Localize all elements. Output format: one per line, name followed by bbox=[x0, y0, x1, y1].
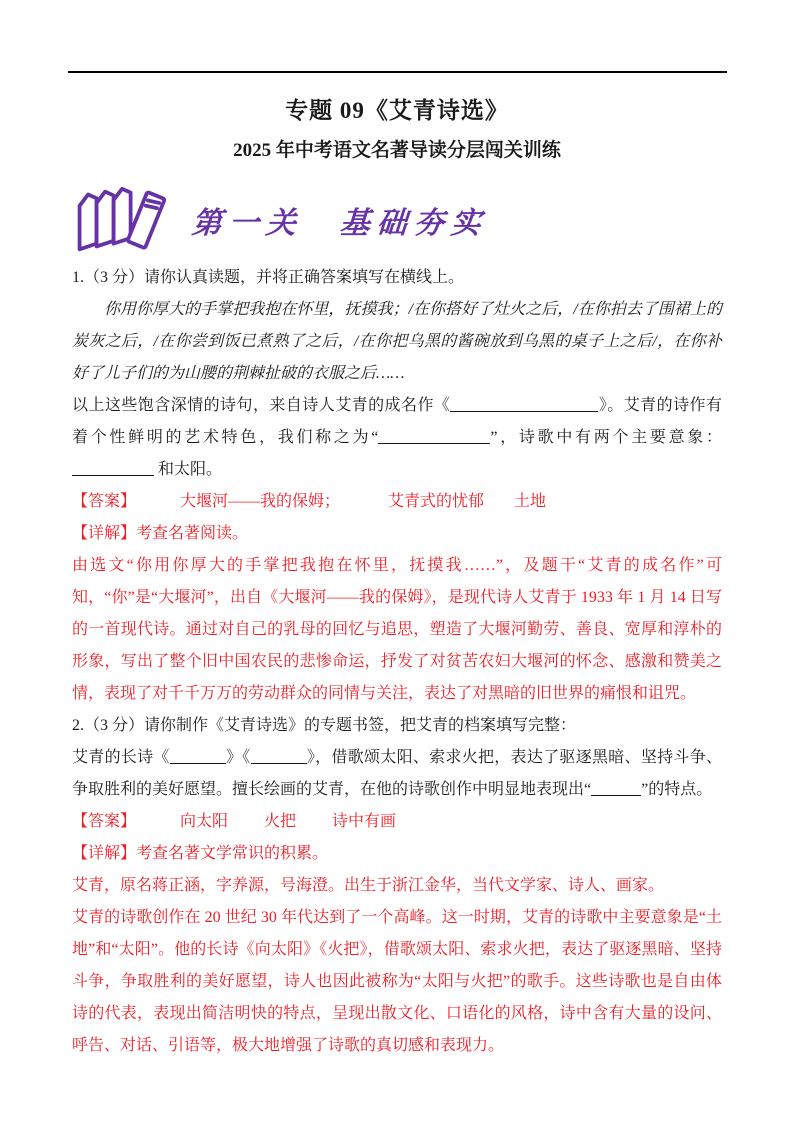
fill-in-blank-underline bbox=[72, 460, 154, 476]
fill-in-blank-underline bbox=[378, 428, 490, 444]
books-icon bbox=[72, 185, 176, 255]
answer-spacer bbox=[228, 825, 264, 826]
header-rule bbox=[68, 71, 727, 73]
answer-spacer bbox=[484, 505, 514, 506]
answer-spacer bbox=[136, 505, 180, 506]
answer-spacer bbox=[136, 825, 180, 826]
fill-in-blank-underline bbox=[591, 780, 641, 796]
page-subtitle: 2025 年中考语文名著导读分层闯关训练 bbox=[233, 140, 561, 161]
question-2-answer-line: 【答案】 向太阳 火把 诗中有画 bbox=[72, 813, 397, 830]
question-1-answer-line: 【答案】 大堰河——我的保姆； 艾青式的忧郁 土地 bbox=[72, 493, 547, 510]
question-2-author-bio: 艾青，原名蒋正涵，字养源，号海澄。出生于浙江金华，当代文学家、诗人、画家。 bbox=[72, 877, 665, 894]
fill-in-blank-underline bbox=[450, 396, 598, 412]
page-title: 专题 09《艾青诗选》 bbox=[285, 98, 509, 123]
section-title: 第一关 基础夯实 bbox=[190, 207, 489, 240]
document-body bbox=[72, 262, 722, 1062]
answer-spacer bbox=[340, 505, 388, 506]
question-2-analysis-heading: 【详解】考查名著文学常识的积累。 bbox=[72, 845, 329, 862]
question-2-fill-text: 艾青的长诗《 》《 》，借歌颂太阳、索求火把，表达了驱逐黑暗、坚持斗争、争取胜利的美好愿望。擅长绘画的艾青，在他的诗歌创作中明显地表现出“ ”的特点。 bbox=[72, 749, 722, 798]
answer-spacer bbox=[296, 825, 332, 826]
fill-in-blank-underline bbox=[170, 748, 226, 764]
question-1-prompt: 1.（3 分）请你认真读题，并将正确答案填写在横线上。 bbox=[72, 269, 465, 286]
question-2-analysis-text: 艾青的诗歌创作在 20 世纪 30 年代达到了一个高峰。这一时期，艾青的诗歌中主要意象是“土地”和“太阳”。他的长诗《向太阳》《火把》，借歌颂太阳、索求火把，表达了驱逐黑暗、坚持斗争，争取胜利的美好愿望，诗人也因此被称为“太阳与火把”的歌手。这些诗歌也是自由体诗的代表，表现出简洁明快的特点，呈现出散文化、口语化的风格，诗中含有大量的设问、呼告、对话、引语等，极大地增强了诗歌的真切感和表现力。 bbox=[72, 909, 722, 1054]
question-1-analysis-heading: 【详解】考查名著阅读。 bbox=[72, 525, 249, 542]
section-banner bbox=[72, 184, 722, 256]
question-2-prompt: 2.（3 分）请你制作《艾青诗选》的专题书签，把艾青的档案填写完整： bbox=[72, 717, 577, 734]
question-1-analysis-text: 由选文“你用你厚大的手掌把我抱在怀里，抚摸我……”，及题干“艾青的成名作”可知，“你”是“大堰河”，出自《大堰河——我的保姆》，是现代诗人艾青于 1933 年 1 月 14 日写的一首现代诗。通过对自己的乳母的回忆与追思，塑造了大堰河勤劳、善良、宽厚和淳朴的形象，写出了整个旧中国农民的悲惨命运，抒发了对贫苦农妇大堰河的怀念、感激和赞美之情，表现了对千千万万的劳动群众的同情与关注，表达了对黑暗的旧世界的痛恨和诅咒。 bbox=[72, 557, 722, 702]
fill-in-blank-underline bbox=[251, 748, 307, 764]
question-1-fill-text: 以上这些饱含深情的诗句，来自诗人艾青的成名作《 》。艾青的诗作有着个性鲜明的艺术特色，我们称之为“ ”，诗歌中有两个主要意象： 和太阳。 bbox=[72, 397, 722, 478]
question-1-poem-excerpt: 你用你厚大的手掌把我抱在怀里，抚摸我；/在你搭好了灶火之后，/在你拍去了围裙上的炭灰之后，/在你尝到饭已煮熟了之后，/在你把乌黑的酱碗放到乌黑的桌子上之后/，在你补好了儿子们的为山腰的荆棘扯破的衣服之后…… bbox=[72, 301, 722, 382]
